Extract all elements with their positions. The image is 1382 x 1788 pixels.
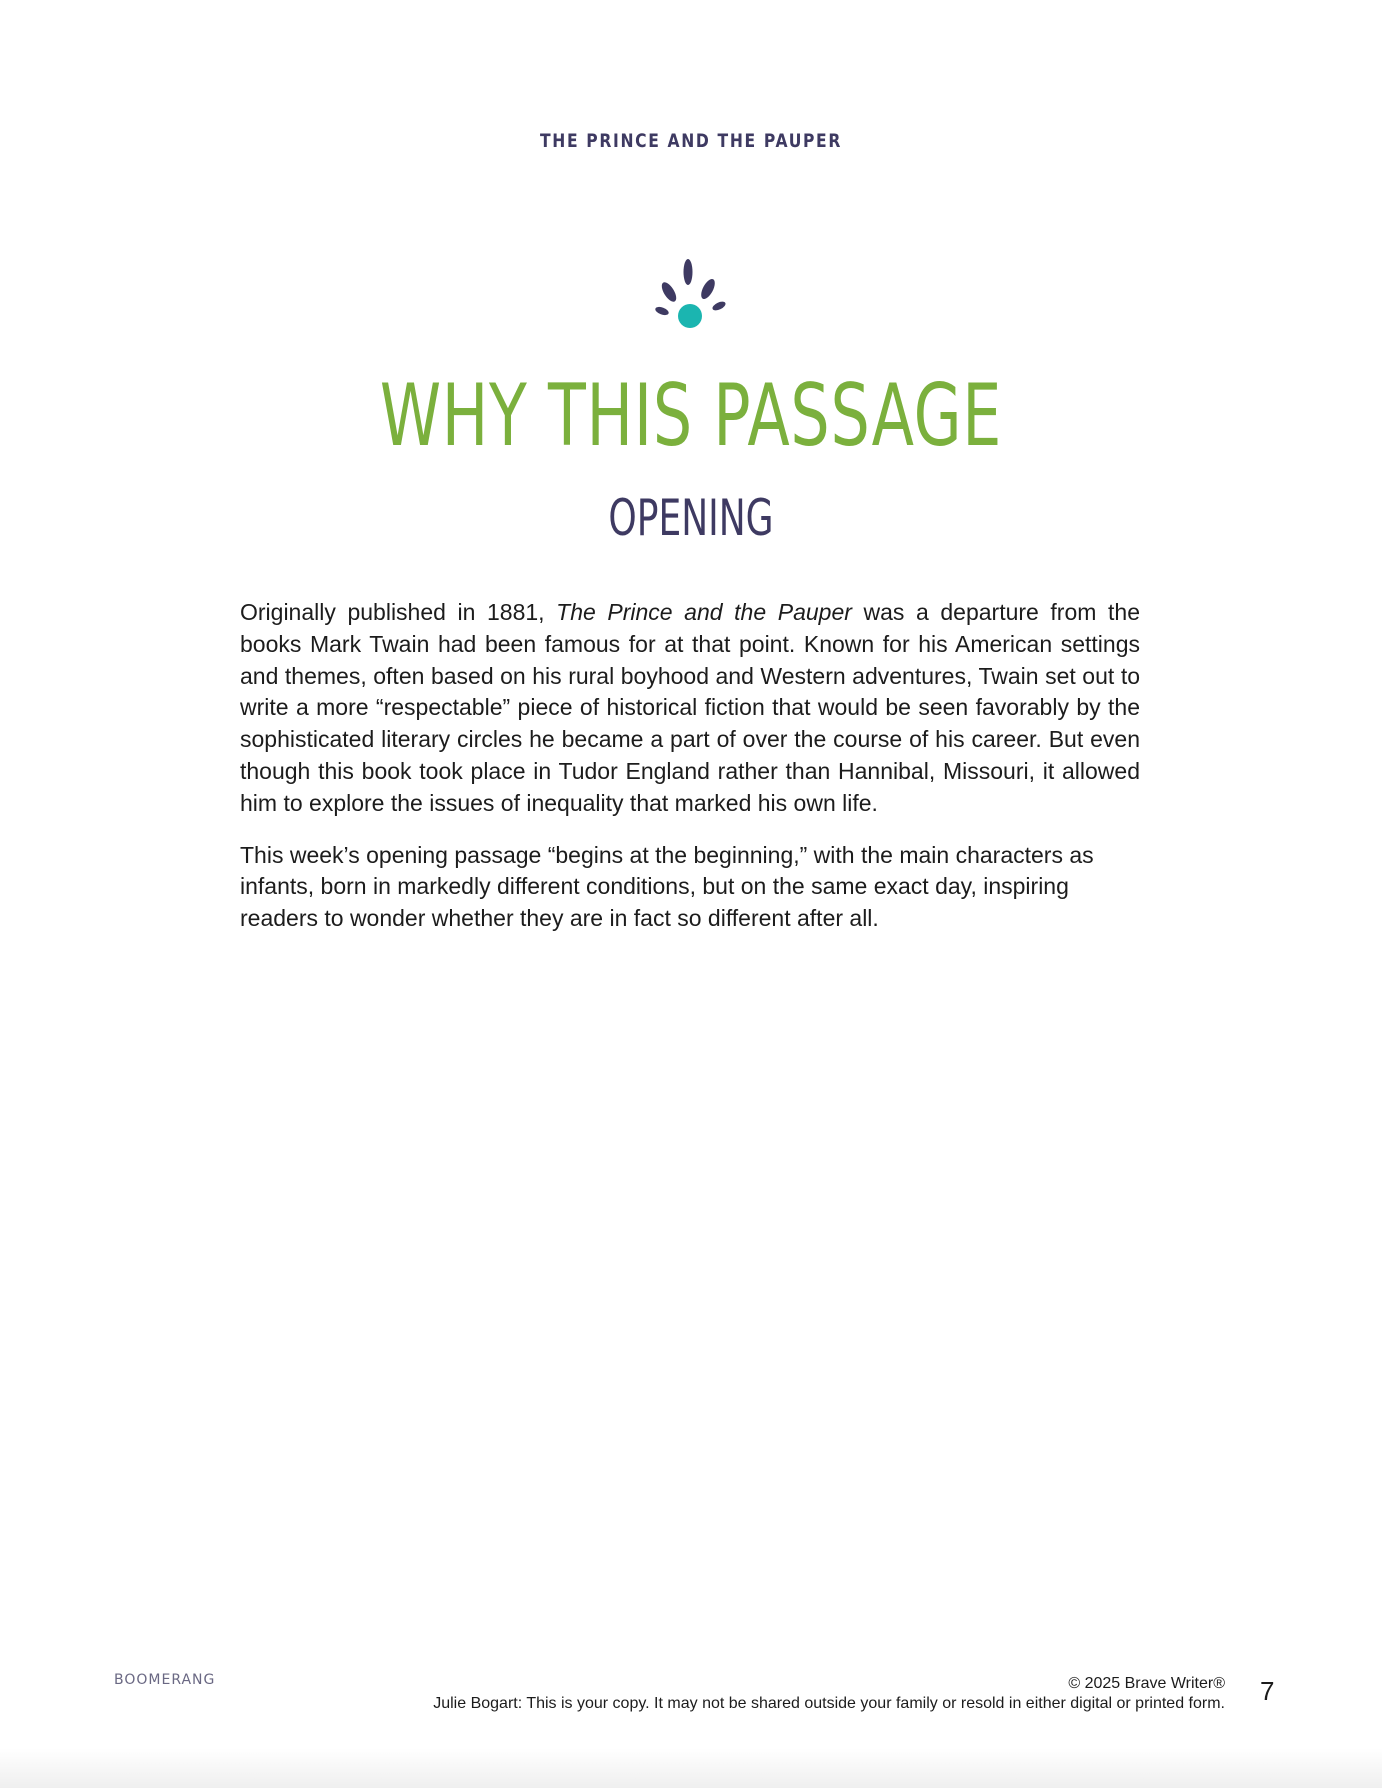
- book-title: The Prince and the Pauper: [556, 599, 852, 625]
- copyright-line: © 2025 Brave Writer®: [1068, 1675, 1225, 1692]
- ornament-petal-left: [659, 280, 679, 304]
- section-title: WHY THIS PASSAGE: [379, 366, 1003, 466]
- footer-brand-logo: BOOMERANG: [114, 1672, 216, 1688]
- paragraph-1-rest: was a departure from the books Mark Twain had been famous for at that point. Known for his American settings and themes, often based on his rural boyhood and Western adventures, Twain set out to write a more “respectable” piece of historical fiction that would be seen favorably by the sophisticated literary circles he became a part of over the course of his career. But even though this book took place in Tudor England rather than Hannibal, Missouri, it allowed him to explore the issues of inequality that marked his own life.: [240, 599, 1140, 816]
- ornament-dot: [678, 304, 702, 328]
- ornament-petal-top: [684, 259, 693, 285]
- ornament-petal-right: [698, 277, 717, 301]
- paragraph-1: [240, 597, 1140, 820]
- ornament-petal-far-right: [711, 300, 727, 312]
- paragraph-2: This week’s opening passage “begins at the beginning,” with the main characters as infants, born in markedly different conditions, but on the same exact day, inspiring readers to wonder whether they are in fact so different after all.: [240, 841, 1094, 932]
- page-number: 7: [1260, 1676, 1275, 1706]
- section-subtitle: OPENING: [608, 489, 774, 547]
- ornament-petal-far-left: [654, 305, 670, 316]
- license-notice: Julie Bogart: This is your copy. It may not be shared outside your family or resold in either digital or printed form.: [433, 1695, 1225, 1712]
- running-header: THE PRINCE AND THE PAUPER: [540, 130, 842, 152]
- sparkle-dot-icon: [650, 256, 730, 332]
- page-bottom-shade: [0, 1748, 1382, 1788]
- footer-copyright: [433, 1674, 1225, 1714]
- body-text: [240, 597, 1140, 955]
- paragraph-1-lead: Originally published in 1881,: [240, 599, 557, 625]
